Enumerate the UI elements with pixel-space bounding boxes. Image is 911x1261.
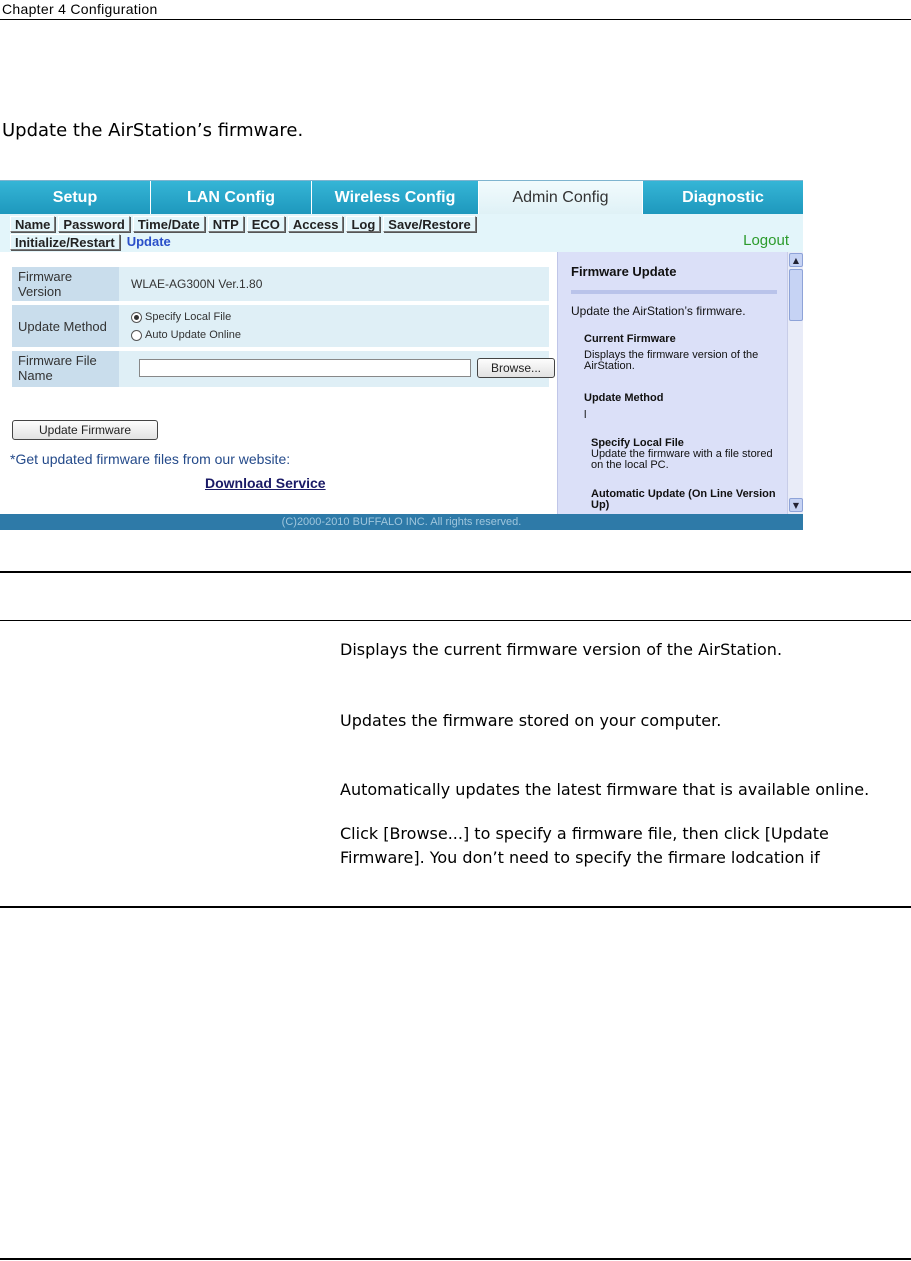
update-firmware-button[interactable]: Update Firmware bbox=[12, 420, 158, 440]
tab-lan-config[interactable]: LAN Config bbox=[151, 181, 312, 214]
scroll-up-icon[interactable]: ▲ bbox=[789, 253, 803, 267]
main-tabs bbox=[0, 181, 803, 214]
row-specify-local-description: Updates the firmware stored on your computer. bbox=[340, 711, 722, 730]
help-update-method-heading: Update Method bbox=[584, 392, 664, 404]
subnav-password[interactable]: Password bbox=[58, 216, 129, 232]
help-title: Firmware Update bbox=[571, 264, 677, 279]
chapter-title: Chapter 4 Configuration bbox=[2, 1, 158, 17]
table-header-rule bbox=[0, 620, 911, 621]
sub-navigation bbox=[0, 214, 803, 252]
subnav-access[interactable]: Access bbox=[288, 216, 344, 232]
table-bottom-rule bbox=[0, 906, 911, 908]
tab-wireless-config[interactable]: Wireless Config bbox=[312, 181, 479, 214]
table-top-rule bbox=[0, 571, 911, 573]
help-current-firmware-text: Displays the firmware version of the AirStation. bbox=[584, 349, 759, 372]
scroll-thumb[interactable] bbox=[789, 269, 803, 321]
subnav-row-1 bbox=[10, 216, 476, 232]
update-method-label: Update Method bbox=[12, 305, 119, 347]
help-content bbox=[558, 252, 787, 514]
subnav-name[interactable]: Name bbox=[10, 216, 55, 232]
subnav-log[interactable]: Log bbox=[346, 216, 380, 232]
option-auto-update-online[interactable] bbox=[131, 326, 241, 344]
help-intro: Update the AirStation’s firmware. bbox=[571, 304, 746, 318]
firmware-version-label: Firmware Version bbox=[12, 267, 119, 301]
help-specify-local-text: Update the firmware with a file stored on the local PC. bbox=[591, 448, 773, 471]
subnav-update[interactable]: Update bbox=[123, 234, 175, 250]
tab-diagnostic[interactable]: Diagnostic bbox=[643, 181, 803, 214]
option-specify-local-file[interactable] bbox=[131, 308, 241, 326]
firmware-file-input[interactable] bbox=[139, 359, 471, 377]
intro-text: Update the AirStation’s firmware. bbox=[2, 120, 304, 141]
tab-admin-config[interactable]: Admin Config bbox=[479, 181, 643, 214]
update-method-row bbox=[12, 305, 549, 347]
subnav-ntp[interactable]: NTP bbox=[208, 216, 244, 232]
website-note: *Get updated firmware files from our website: bbox=[10, 451, 291, 467]
update-method-options bbox=[131, 308, 241, 344]
radio-unselected-icon[interactable] bbox=[131, 330, 142, 341]
help-current-firmware-heading: Current Firmware bbox=[584, 333, 676, 345]
copyright-footer: (C)2000-2010 BUFFALO INC. All rights reserved. bbox=[0, 514, 803, 530]
subnav-save-restore[interactable]: Save/Restore bbox=[383, 216, 475, 232]
router-admin-screenshot bbox=[0, 180, 803, 530]
browse-button[interactable]: Browse... bbox=[477, 358, 555, 378]
subnav-row-2 bbox=[10, 234, 175, 250]
option-online-label: Auto Update Online bbox=[145, 329, 242, 341]
help-panel bbox=[557, 252, 803, 514]
tab-setup[interactable]: Setup bbox=[0, 181, 151, 214]
firmware-file-name-label: Firmware File Name bbox=[12, 351, 119, 387]
subnav-initialize-restart[interactable]: Initialize/Restart bbox=[10, 234, 120, 250]
subnav-eco[interactable]: ECO bbox=[247, 216, 285, 232]
help-divider bbox=[571, 290, 777, 294]
help-update-method-text: l bbox=[584, 409, 587, 421]
page-bottom-rule bbox=[0, 1258, 911, 1260]
help-auto-update-heading: Automatic Update (On Line Version Up) bbox=[591, 488, 776, 511]
row-file-name-description: Click [Browse...] to specify a firmware file, then click [Update Firmware]. You don’t need to specify the firmare lodcation if bbox=[340, 824, 829, 867]
help-specify-local-heading: Specify Local File bbox=[591, 437, 684, 449]
chapter-header bbox=[0, 0, 911, 20]
row-auto-update-description: Automatically updates the latest firmware that is available online. bbox=[340, 780, 870, 799]
subnav-time-date[interactable]: Time/Date bbox=[133, 216, 205, 232]
firmware-file-row bbox=[12, 351, 549, 387]
firmware-form bbox=[0, 252, 557, 514]
row-firmware-version-description: Displays the current firmware version of the AirStation. bbox=[340, 640, 783, 659]
logout-link[interactable]: Logout bbox=[743, 232, 789, 249]
help-scrollbar[interactable] bbox=[787, 252, 803, 514]
firmware-version-value: WLAE-AG300N Ver.1.80 bbox=[131, 277, 263, 291]
firmware-version-row bbox=[12, 267, 549, 301]
scroll-down-icon[interactable]: ▼ bbox=[789, 498, 803, 512]
download-service-link[interactable]: Download Service bbox=[205, 475, 326, 491]
radio-selected-icon[interactable] bbox=[131, 312, 142, 323]
option-local-label: Specify Local File bbox=[145, 311, 232, 323]
